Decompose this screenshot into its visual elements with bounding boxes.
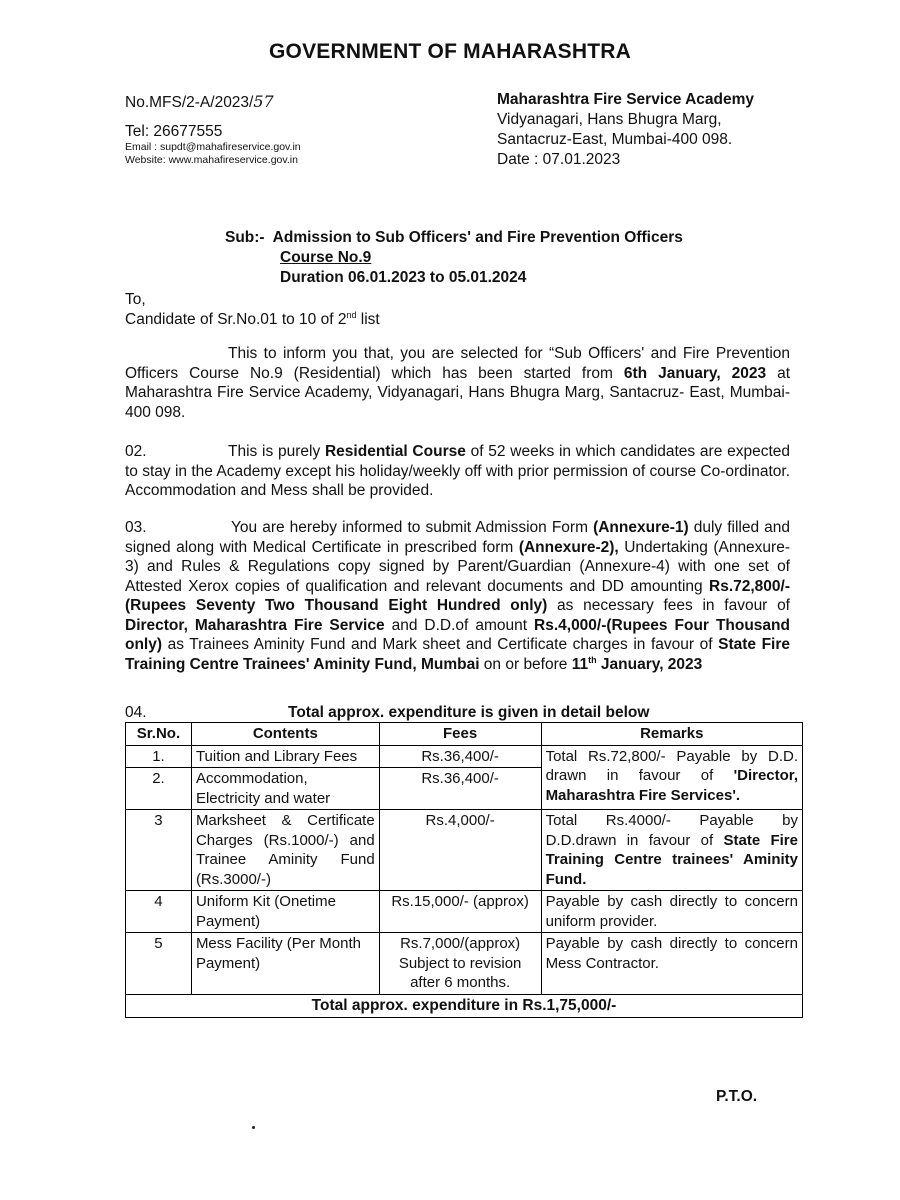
letter-date: Date : 07.01.2023 [497,151,621,168]
address-line-2: Santacruz-East, Mumbai-400 098. [497,131,733,148]
remarks-cell: Total Rs.4000/- Payable by D.D.drawn in favour of State Fire Training Centre trainees' Aminity Fund. [541,810,802,891]
content-cell: Marksheet & Certificate Charges (Rs.1000/-) and Trainee Aminity Fund (Rs.3000/-) [191,810,379,891]
expenditure-table [125,722,803,995]
table-row [126,745,803,768]
fees-cell: Rs.4,000/- [379,810,541,891]
reference-block [125,92,301,167]
sr-cell: 5 [126,933,192,995]
table-row [126,810,803,891]
telephone: Tel: 26677555 [125,123,223,140]
content-cell: Uniform Kit (Onetime Payment) [191,891,379,933]
header-contents: Contents [191,723,379,746]
table-header-row [126,723,803,746]
table-row [126,891,803,933]
sr-cell: 3 [126,810,192,891]
paragraph-1: This to inform you that, you are selected for “Sub Officers' and Fire Prevention Officers Course No.9 (Residential) which has been started from 6th January, 2023 at Maharashtra Fire Service Academy, Vidyanagari, Hans Bhugra Marg, Santacruz- East, Mumbai-400 098. [125,345,791,421]
content-cell: Accommodation, Electricity and water [191,768,379,810]
header-sr-no: Sr.No. [126,723,192,746]
address-block [497,90,754,170]
handwritten-number: 57 [253,92,274,111]
fees-cell: Rs.36,400/- [379,768,541,810]
to-label: To, [125,291,146,308]
address-line-1: Vidyanagari, Hans Bhugra Marg, [497,111,722,128]
remarks-cell: Total Rs.72,800/- Payable by D.D. drawn in favour of 'Director, Maharashtra Fire Services'. [541,745,802,810]
paragraph-3-number: 03. [125,519,147,536]
header-fees: Fees [379,723,541,746]
reference-number: No.MFS/2-A/2023/57 [125,92,274,111]
expenditure-title: Total approx. expenditure is given in detail below [288,704,650,721]
subject-line-2: Course No.9 [280,249,372,266]
header-remarks: Remarks [541,723,802,746]
email: Email : supdt@mahafireservice.gov.in [125,141,301,153]
table-row [126,933,803,995]
fees-cell: Rs.15,000/- (approx) [379,891,541,933]
recipient-line: Candidate of Sr.No.01 to 10 of 2nd list [125,309,380,328]
fees-cell: Rs.36,400/- [379,745,541,768]
sr-cell: 2. [126,768,192,810]
subject-line-3: Duration 06.01.2023 to 05.01.2024 [280,269,527,286]
website: Website: www.mahafireservice.gov.in [125,154,298,166]
subject-label: Sub:- [225,229,265,246]
content-cell: Tuition and Library Fees [191,745,379,768]
pto-label: P.T.O. [716,1088,758,1105]
sr-cell: 4 [126,891,192,933]
recipient-block [125,290,380,329]
organization-name: Maharashtra Fire Service Academy [497,91,755,108]
remarks-cell: Payable by cash directly to concern Mess Contractor. [541,933,802,995]
sr-cell: 1. [126,745,192,768]
paragraph-2-number: 02. [125,443,147,460]
section-number: 04. [125,704,147,721]
paragraph-3: 03. You are hereby informed to submit Admission Form (Annexure-1) duly filled and signed along with Medical Certificate in prescribed form (Annexure-2), Undertaking (Annexure-3) and Rules & Regulations copy signed by Parent/Guardian (Annexure-4) with one set of Attested Xerox copies of qualification and relevant documents and DD amounting Rs.72,800/- (Rupees Seventy Two Thousand Eight Hundred only) as necessary fees in favour of Director, Maharashtra Fire Service and D.D.of amount Rs.4,000/-(Rupees Four Thousand only) as Trainees Aminity Fund and Mark sheet and Certificate charges in favour of State Fire Training Centre Trainees' Aminity Fund, Mumbai on or before 11th January, 2023 [125,519,791,673]
stray-mark [252,1126,255,1129]
total-expenditure-row: Total approx. expenditure in Rs.1,75,000/- [125,995,803,1018]
document-title: GOVERNMENT OF MAHARASHTRA [269,40,631,63]
content-cell: Mess Facility (Per Month Payment) [191,933,379,995]
subject-line-1: Admission to Sub Officers' and Fire Prevention Officers [272,229,683,246]
fees-cell: Rs.7,000/(approx) Subject to revision after 6 months. [379,933,541,995]
remarks-cell: Payable by cash directly to concern uniform provider. [541,891,802,933]
paragraph-2: 02. This is purely Residential Course of 52 weeks in which candidates are expected to stay in the Academy except his holiday/weekly off with prior permission of course Co-ordinator. Accommodation and Mess shall be provided. [125,443,790,499]
subject-block [225,228,683,288]
